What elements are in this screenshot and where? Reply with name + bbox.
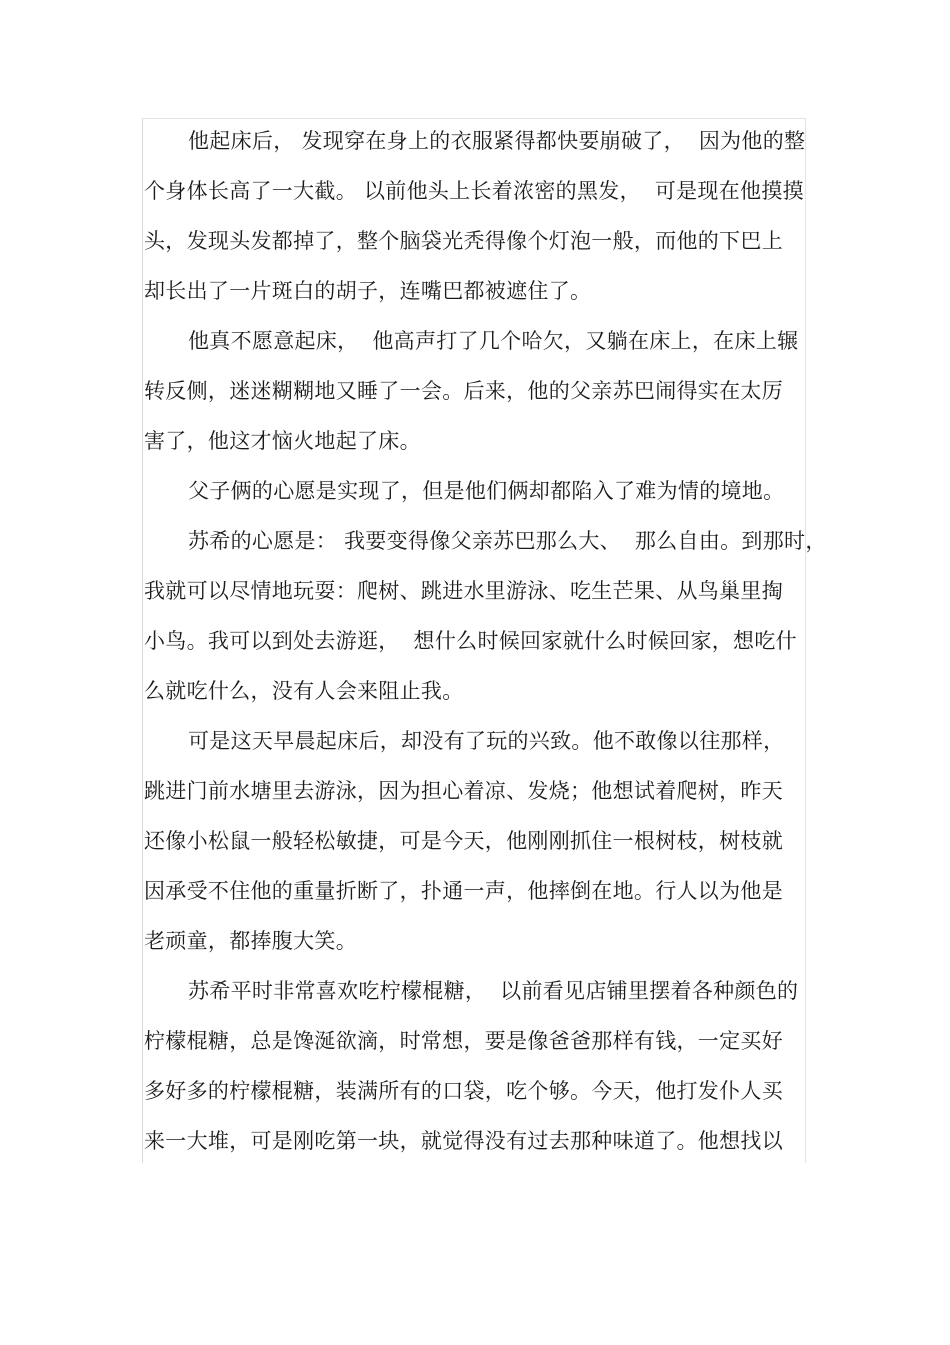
text-line: 柠檬棍糖，总是馋涎欲滴，时常想，要是像爸爸那样有钱，一定买好: [144, 1029, 783, 1053]
text-line: 因承受不住他的重量折断了，扑通一声，他摔倒在地。行人以为他是: [144, 879, 783, 903]
text-line: 可是这天早晨起床后，却没有了玩的兴致。他不敢像以往那样，: [188, 729, 785, 753]
text-line: 还像小松鼠一般轻松敏捷，可是今天，他刚刚抓住一根树枝，树枝就: [144, 829, 783, 853]
text-line: 转反侧，迷迷糊糊地又睡了一会。后来，他的父亲苏巴闹得实在太厉: [144, 379, 783, 403]
text-line: 小鸟。我可以到处去游逛， 想什么时候回家就什么时候回家，想吃什: [144, 629, 797, 653]
text-line: 却长出了一片斑白的胡子，连嘴巴都被遮住了。: [144, 279, 592, 303]
text-line: 头，发现头发都掉了，整个脑袋光秃得像个灯泡一般，而他的下巴上: [144, 229, 783, 253]
text-line: 他真不愿意起床， 他高声打了几个哈欠，又躺在床上，在床上辗: [188, 329, 799, 353]
text-line: 个身体长高了一大截。 以前他头上长着浓密的黑发， 可是现在他摸摸: [144, 179, 804, 203]
text-line: 跳进门前水塘里去游泳，因为担心着凉、发烧；他想试着爬树，昨天: [144, 779, 783, 803]
text-line: 苏希平时非常喜欢吃柠檬棍糖， 以前看见店铺里摆着各种颜色的: [188, 979, 799, 1003]
text-line: 么就吃什么，没有人会来阻止我。: [144, 679, 464, 703]
text-line: 老顽童，都捧腹大笑。: [144, 929, 357, 953]
text-line: 苏希的心愿是： 我要变得像父亲苏巴那么大、 那么自由。到那时，: [188, 529, 827, 553]
text-line: 父子俩的心愿是实现了，但是他们俩却都陷入了难为情的境地。: [188, 479, 785, 503]
text-line: 害了，他这才恼火地起了床。: [144, 429, 421, 453]
text-line: 他起床后， 发现穿在身上的衣服紧得都快要崩破了， 因为他的整: [188, 129, 806, 153]
text-line: 多好多的柠檬棍糖，装满所有的口袋，吃个够。今天，他打发仆人买: [144, 1079, 783, 1103]
text-line: 我就可以尽情地玩耍：爬树、跳进水里游泳、吃生芒果、从鸟巢里掏: [144, 579, 783, 603]
text-line: 来一大堆，可是刚吃第一块，就觉得没有过去那种味道了。他想找以: [144, 1129, 783, 1153]
